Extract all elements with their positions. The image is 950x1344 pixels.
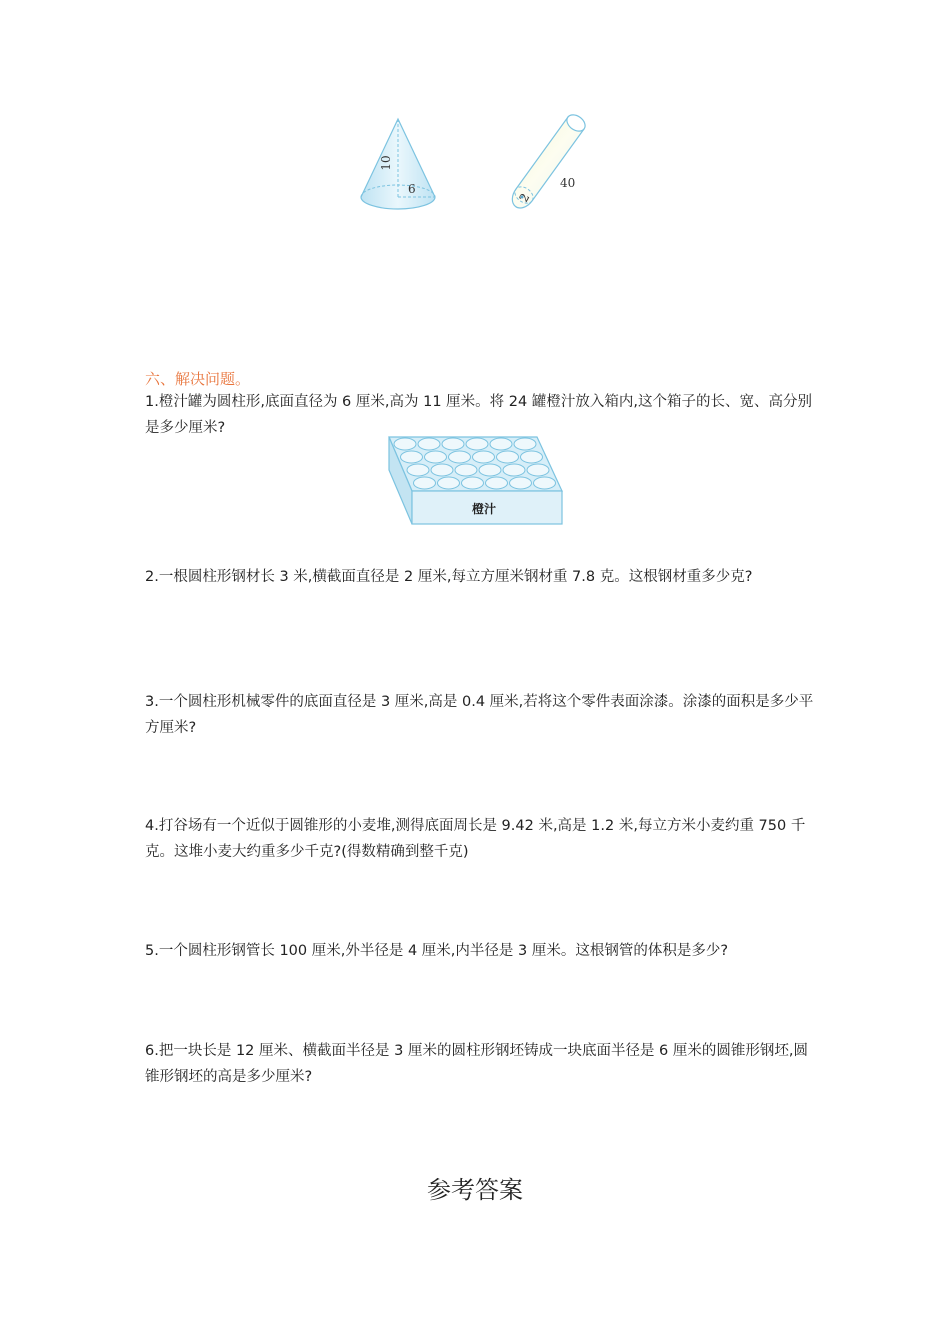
juice-can-top bbox=[449, 451, 471, 463]
question-1: 1.橙汁罐为圆柱形,底面直径为 6 厘米,高为 11 厘米。将 24 罐橙汁放入箱内,这个箱子的长、宽、高分别是多少厘米? bbox=[145, 394, 812, 436]
juice-can-top bbox=[455, 464, 477, 476]
juice-can-top bbox=[462, 477, 484, 489]
juice-can-top bbox=[473, 451, 495, 463]
juice-can-top bbox=[431, 464, 453, 476]
question-6: 6.把一块长是 12 厘米、横截面半径是 3 厘米的圆柱形钢坯铸成一块底面半径是 6 厘米的圆锥形钢坯,圆锥形钢坯的高是多少厘米? bbox=[145, 1043, 808, 1085]
cone-cylinder-figure bbox=[350, 105, 600, 225]
cone-radius-label: 6 bbox=[408, 182, 416, 196]
juice-can-top bbox=[490, 438, 512, 450]
juice-can-top bbox=[534, 477, 556, 489]
juice-can-top bbox=[510, 477, 532, 489]
question-2: 2.一根圆柱形钢材长 3 米,横截面直径是 2 厘米,每立方厘米钢材重 7.8 克。这根钢材重多少克? bbox=[145, 569, 753, 585]
juice-can-top bbox=[407, 464, 429, 476]
juice-can-top bbox=[527, 464, 549, 476]
juice-box-label: 橙汁 bbox=[471, 502, 497, 516]
cone-height-label: 10 bbox=[379, 155, 393, 171]
cylinder-shape bbox=[512, 111, 588, 208]
juice-can-top bbox=[497, 451, 519, 463]
cone-shape bbox=[361, 119, 435, 209]
juice-can-top bbox=[394, 438, 416, 450]
answer-title: 参考答案 bbox=[427, 1176, 523, 1204]
juice-can-top bbox=[425, 451, 447, 463]
juice-can-top bbox=[479, 464, 501, 476]
juice-can-top bbox=[438, 477, 460, 489]
juice-can-top bbox=[414, 477, 436, 489]
juice-can-top bbox=[514, 438, 536, 450]
cylinder-diameter-label: 2 bbox=[516, 190, 533, 205]
juice-can-top bbox=[503, 464, 525, 476]
question-4: 4.打谷场有一个近似于圆锥形的小麦堆,测得底面周长是 9.42 米,高是 1.2 米,每立方米小麦约重 750 千克。这堆小麦大约重多少千克?(得数精确到整千克) bbox=[145, 818, 806, 860]
question-3: 3.一个圆柱形机械零件的底面直径是 3 厘米,高是 0.4 厘米,若将这个零件表面涂漆。涂漆的面积是多少平方厘米? bbox=[145, 694, 814, 736]
cylinder-length-label: 40 bbox=[560, 176, 576, 190]
juice-can-top bbox=[486, 477, 508, 489]
juice-box-figure bbox=[385, 433, 565, 528]
juice-can-top bbox=[418, 438, 440, 450]
juice-can-top bbox=[466, 438, 488, 450]
juice-can-top bbox=[442, 438, 464, 450]
question-5: 5.一个圆柱形钢管长 100 厘米,外半径是 4 厘米,内半径是 3 厘米。这根钢管的体积是多少? bbox=[145, 943, 729, 959]
section-heading: 六、解决问题。 bbox=[145, 370, 251, 388]
juice-can-top bbox=[401, 451, 423, 463]
juice-can-top bbox=[521, 451, 543, 463]
